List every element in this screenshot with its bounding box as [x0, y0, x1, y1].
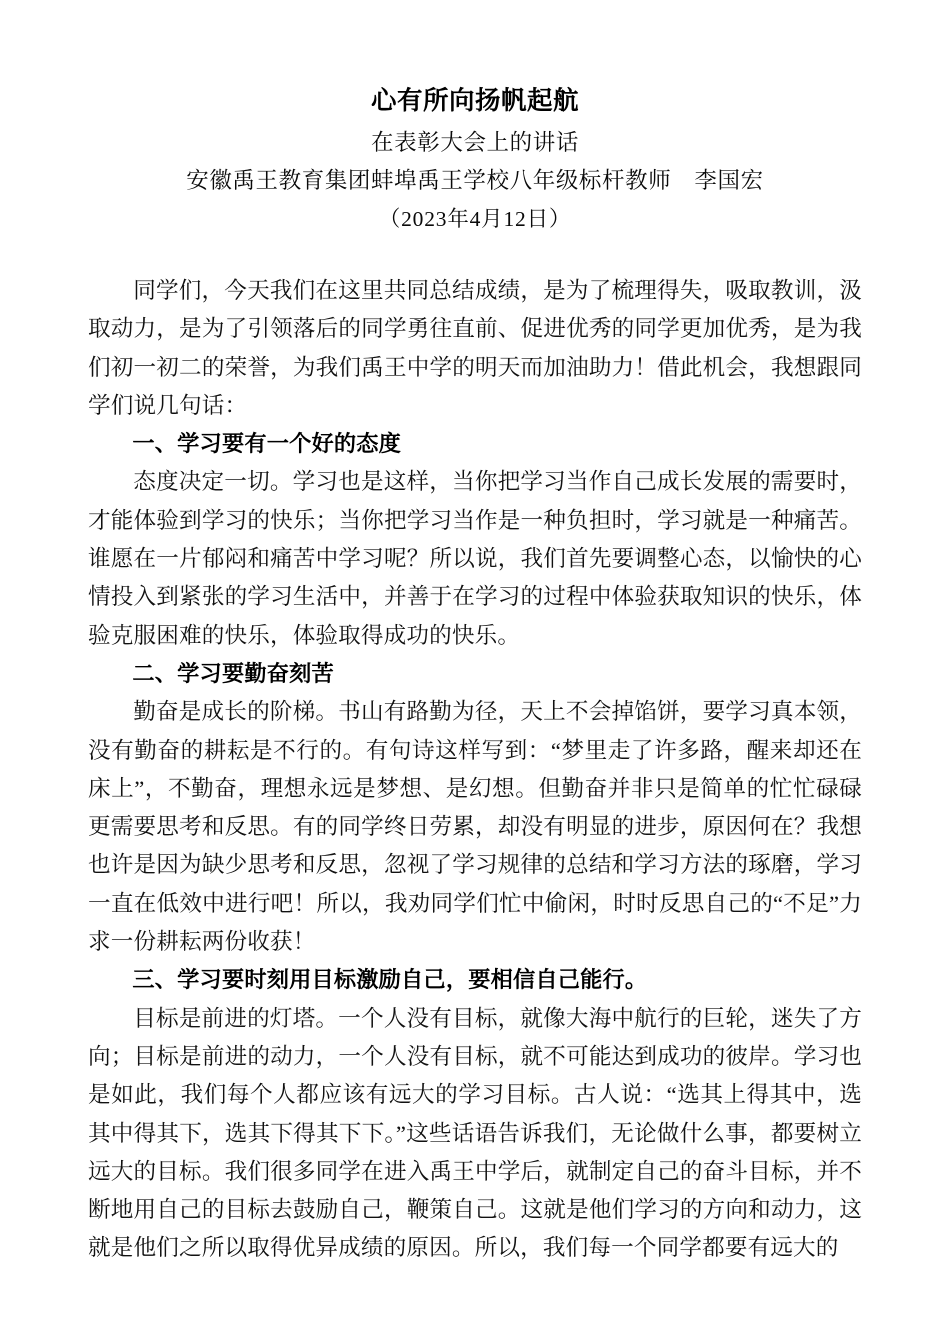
- document-date: （2023年4月12日）: [378, 207, 572, 231]
- section-heading-3: 三、学习要时刻用目标激励自己，要相信自己能行。: [132, 967, 648, 993]
- section-heading-1: 一、学习要有一个好的态度: [132, 431, 402, 457]
- document-body: [88, 272, 862, 1268]
- section-3-paragraph: 目标是前进的灯塔。一个人没有目标，就像大海中航行的巨轮，迷失了方向；目标是前进的动力，一个人没有目标，就不可能达到成功的彼岸。学习也是如此，我们每个人都应该有远大的学习目标。古人说：“选其上得其中，选其中得其下，选其下得其下下。”这些话语告诉我们，无论做什么事，都要树立远大的目标。我们很多同学在进入禹王中学后，就制定自己的奋斗目标，并不断地用自己的目标去鼓励自己，鞭策自己。这就是他们学习的方向和动力，这就是他们之所以取得优异成绩的原因。所以，我们每一个同学都要有远大的: [88, 1005, 862, 1261]
- page-title: 心有所向扬帆起航: [370, 86, 579, 115]
- section-1-paragraph: 态度决定一切。学习也是这样，当你把学习当作自己成长发展的需要时，才能体验到学习的快乐；当你把学习当作是一种负担时，学习就是一种痛苦。谁愿在一片郁闷和痛苦中学习呢？所以说，我们首先要调整心态，以愉快的心情投入到紧张的学习生活中，并善于在学习的过程中体验获取知识的快乐，体验克服困难的快乐，体验取得成功的快乐。: [88, 469, 862, 648]
- document-content: [88, 0, 862, 1268]
- section-heading-2: 二、学习要勤奋刻苦: [132, 660, 334, 686]
- document-byline: 安徽禹王教育集团蚌埠禹王学校八年级标杆教师 李国宏: [186, 168, 764, 193]
- opening-paragraph: 同学们，今天我们在这里共同总结成绩，是为了梳理得失，吸取教训，汲取动力，是为了引领落后的同学勇往直前、促进优秀的同学更加优秀，是为我们初一初二的荣誉，为我们禹王中学的明天而加油助力！借此机会，我想跟同学们说几句话：: [88, 278, 862, 418]
- section-2-paragraph: 勤奋是成长的阶梯。书山有路勤为径，天上不会掉馅饼，要学习真本领，没有勤奋的耕耘是不行的。有句诗这样写到：“梦里走了许多路，醒来却还在床上”，不勤奋，理想永远是梦想、是幻想。但勤奋并非只是简单的忙忙碌碌更需要思考和反思。有的同学终日劳累，却没有明显的进步，原因何在？我想也许是因为缺少思考和反思，忽视了学习规律的总结和学习方法的琢磨，学习一直在低效中进行吧！所以，我劝同学们忙中偷闲，时时反思自己的“不足”力求一份耕耘两份收获！: [88, 699, 862, 955]
- document-subtitle: 在表彰大会上的讲话: [371, 130, 579, 155]
